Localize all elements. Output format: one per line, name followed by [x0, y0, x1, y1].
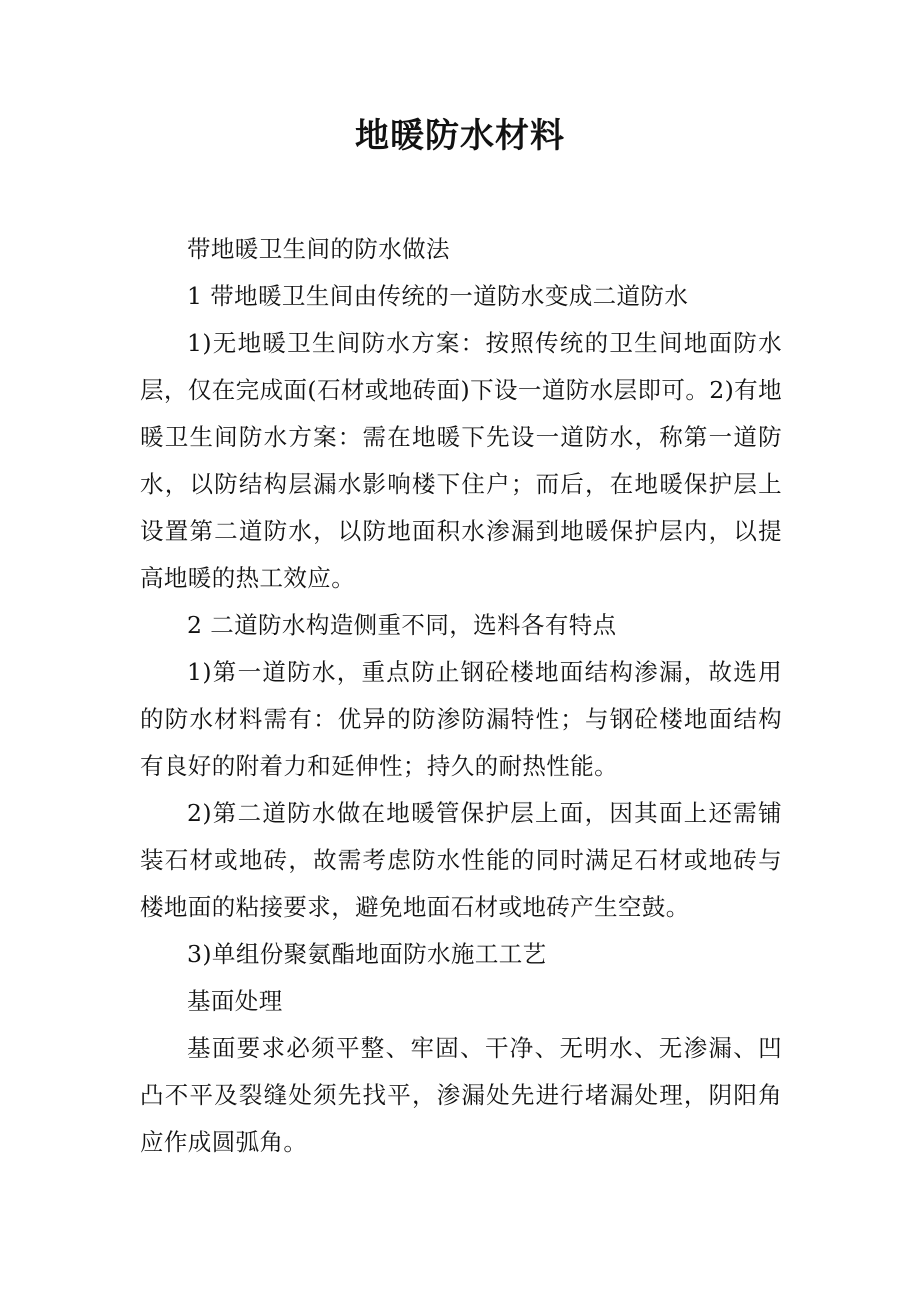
- paragraph-heading: 带地暖卫生间的防水做法: [187, 235, 450, 263]
- paragraph-section-2: 2 二道防水构造侧重不同，选料各有特点: [187, 611, 617, 639]
- paragraph-plans: 1)无地暖卫生间防水方案：按照传统的卫生间地面防水层，仅在完成面(石材或地砖面)下设一道防水层即可。2)有地暖卫生间防水方案：需在地暖下先设一道防水，称第一道防水，以防结构层漏水影响楼下住户；而后，在地暖保护层上设置第二道防水，以防地面积水渗漏到地暖保护层内，以提高地暖的热工效应。: [140, 329, 782, 592]
- paragraph-section-1: 1 带地暖卫生间由传统的一道防水变成二道防水: [187, 282, 689, 310]
- paragraph-first-layer: 1)第一道防水，重点防止钢砼楼地面结构渗漏，故选用的防水材料需有：优异的防渗防漏特性；与钢砼楼地面结构有良好的附着力和延伸性；持久的耐热性能。: [140, 658, 782, 780]
- paragraph-second-layer: 2)第二道防水做在地暖管保护层上面，因其面上还需铺装石材或地砖，故需考虑防水性能的同时满足石材或地砖与楼地面的粘接要求，避免地面石材或地砖产生空鼓。: [140, 799, 782, 921]
- paragraph-polyurethane: 3)单组份聚氨酯地面防水施工工艺: [187, 940, 547, 968]
- paragraph-surface-requirements: 基面要求必须平整、牢固、干净、无明水、无渗漏、凹凸不平及裂缝处须先找平，渗漏处先进行堵漏处理，阴阳角应作成圆弧角。: [140, 1034, 782, 1156]
- paragraph-surface-treatment-heading: 基面处理: [187, 987, 283, 1015]
- document-title: 地暖防水材料: [355, 116, 565, 156]
- document-body: [140, 226, 782, 1166]
